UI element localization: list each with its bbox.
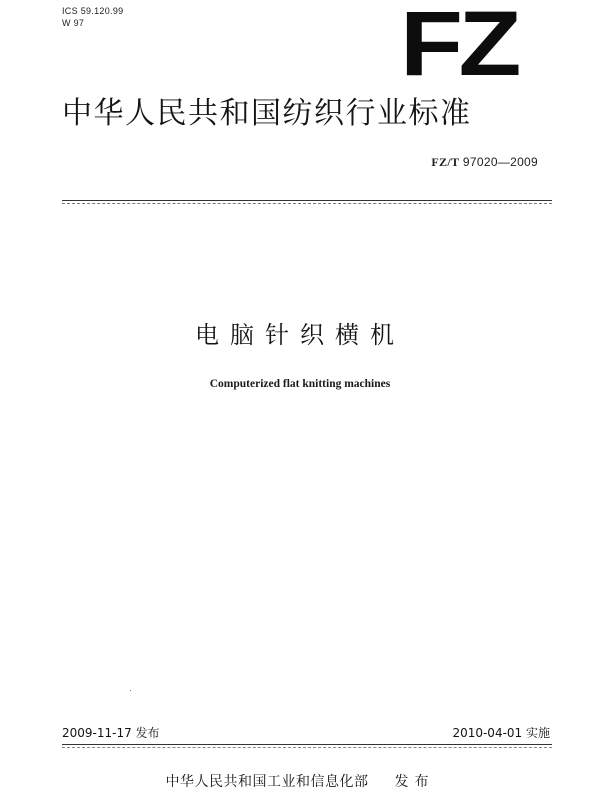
implementation-date: 2010-04-01 实施: [452, 726, 550, 740]
issuer-line: [0, 773, 600, 791]
standard-number-prefix: FZ/T: [431, 155, 460, 169]
document-title-chinese: 电脑针织横机: [195, 321, 405, 349]
scan-speck: [130, 690, 131, 691]
ics-code: ICS 59.120.99: [62, 6, 124, 16]
document-title-english: Computerized flat knitting machines: [209, 378, 391, 390]
standard-number: [431, 155, 538, 169]
header-divider-secondary: [62, 203, 552, 204]
issuer-name: 中华人民共和国工业和信息化部: [165, 774, 369, 790]
issue-date: 2009-11-17 发布: [62, 726, 160, 740]
footer-divider-secondary: [62, 747, 552, 748]
standard-category-title: 中华人民共和国纺织行业标准: [62, 96, 472, 131]
footer-divider: [62, 744, 552, 745]
issuer-action: 发布: [394, 774, 435, 790]
header-divider: [62, 200, 552, 201]
fz-logo: FZ: [400, 0, 517, 95]
standard-number-value: 97020—2009: [462, 155, 538, 169]
ccs-code: W 97: [62, 18, 85, 28]
